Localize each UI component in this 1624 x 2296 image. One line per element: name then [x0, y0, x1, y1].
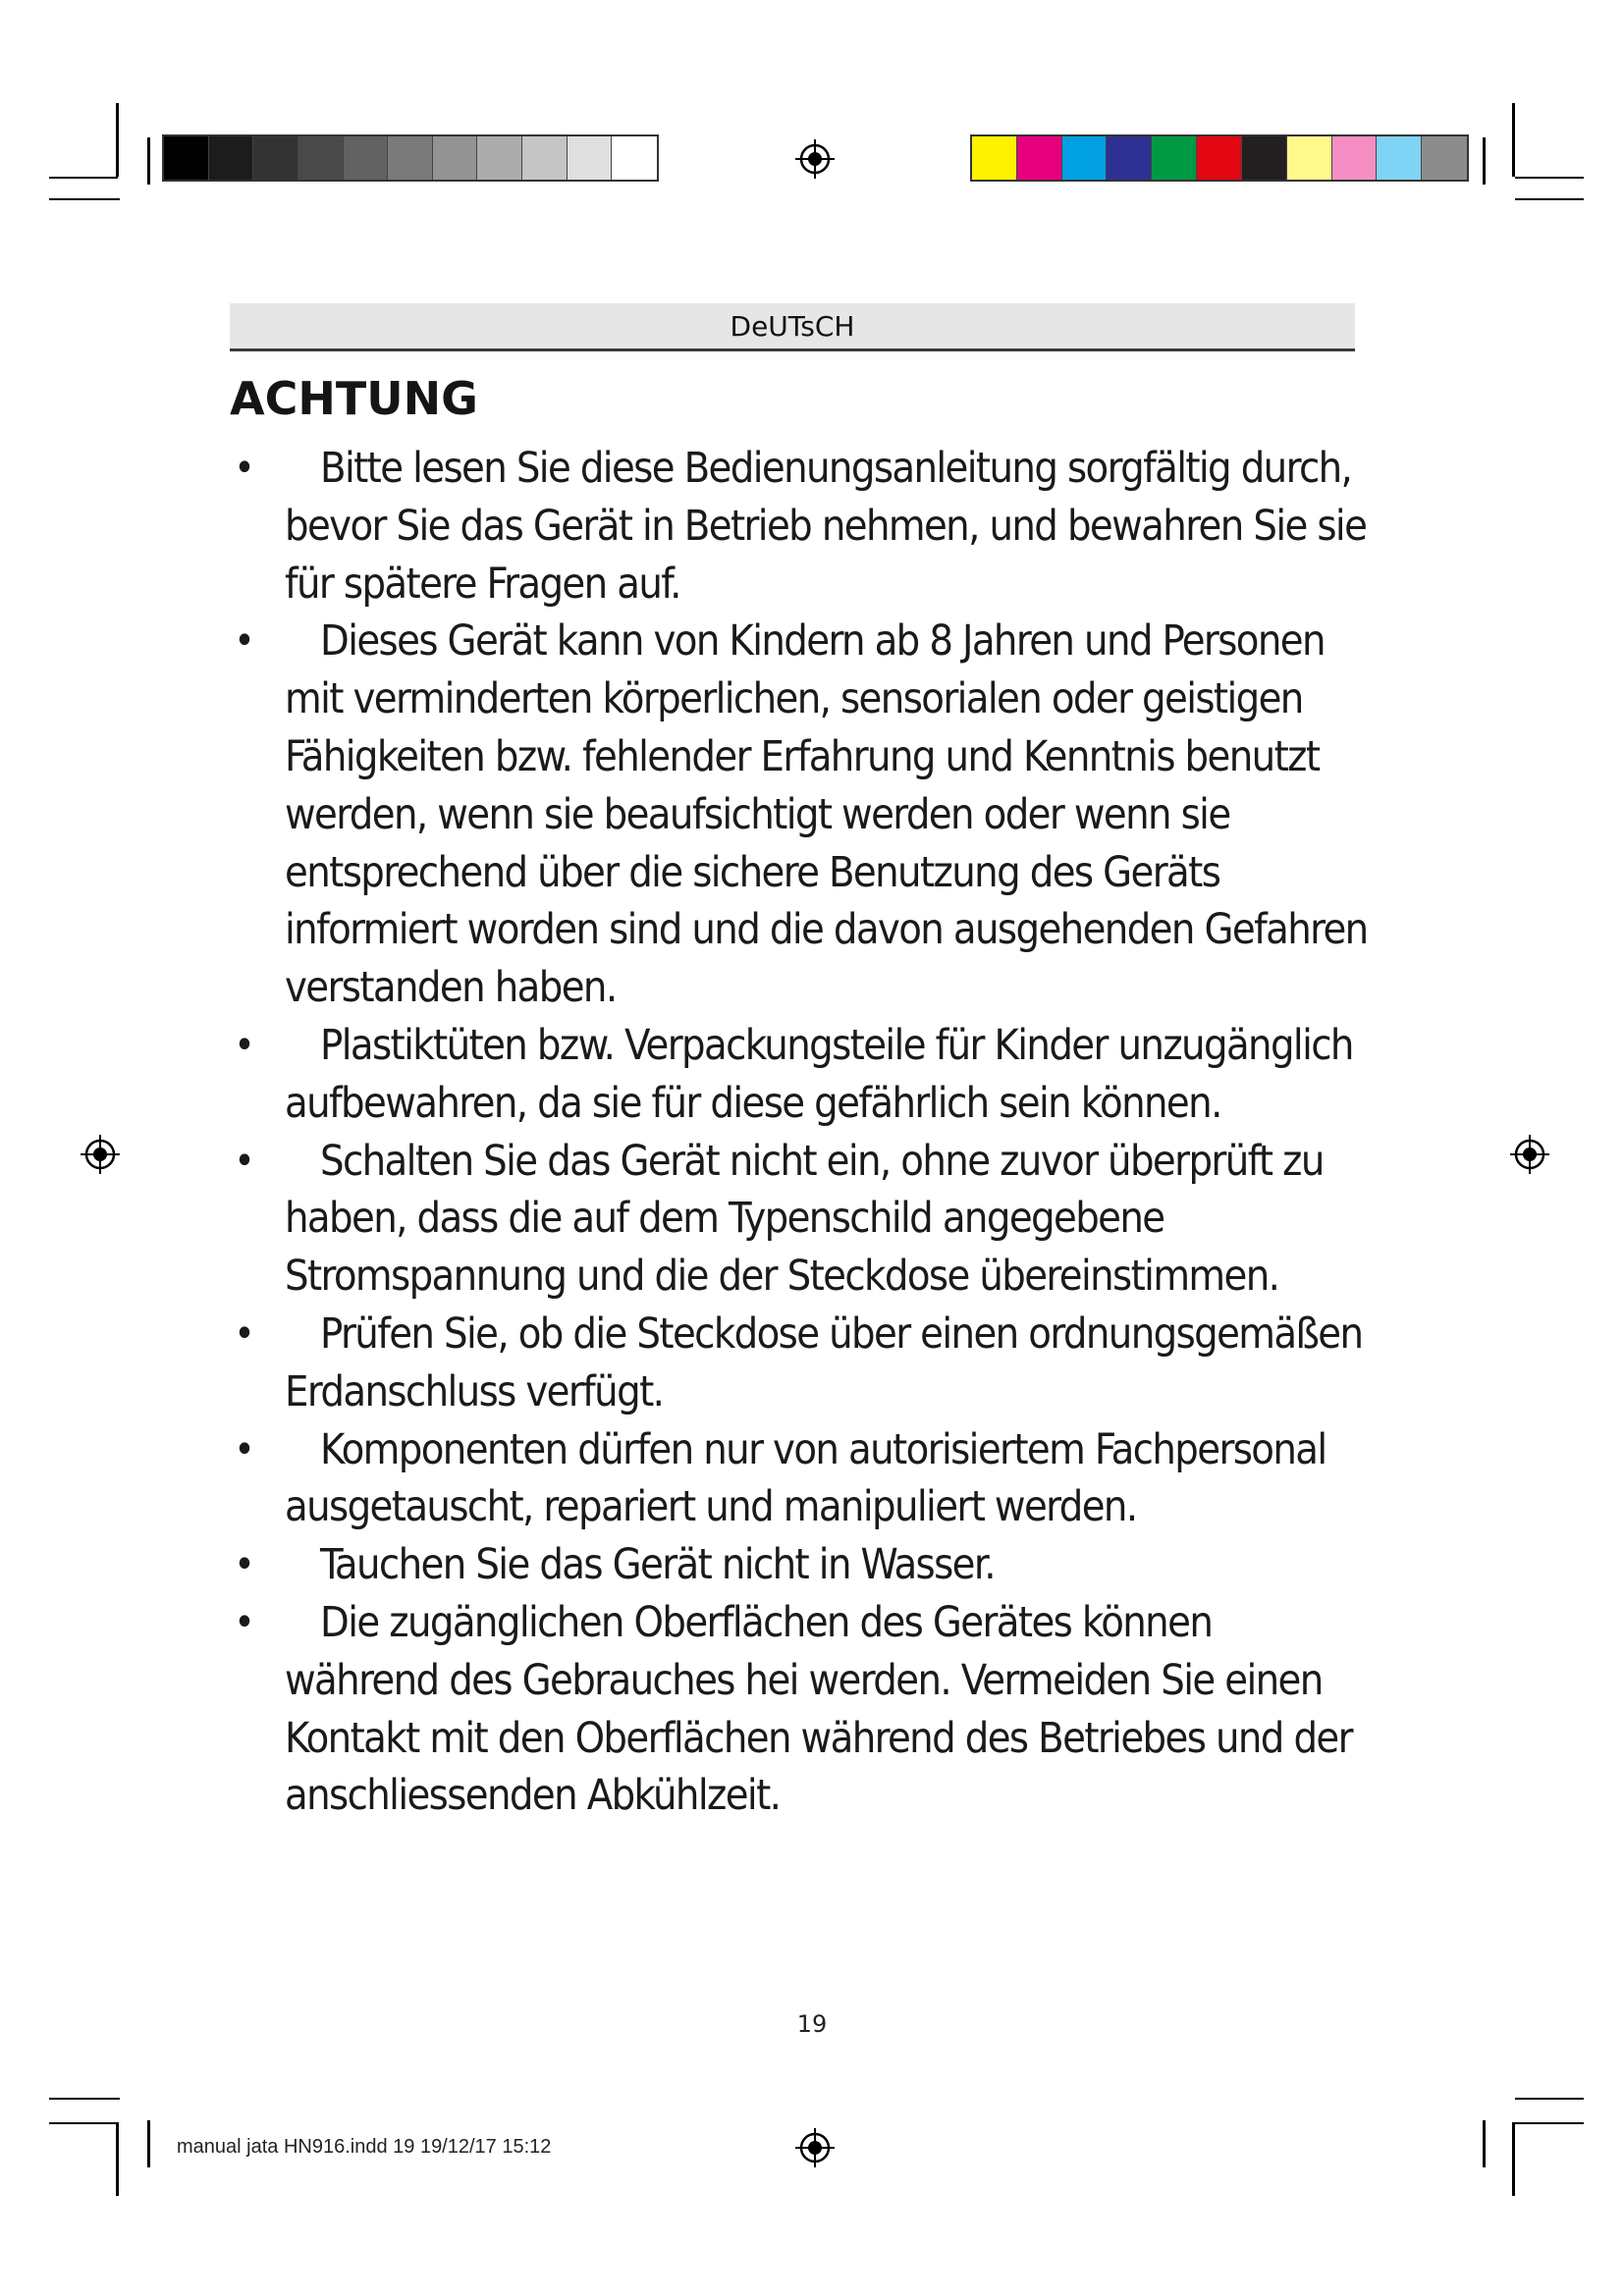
crop-mark [49, 198, 120, 200]
color-swatch [253, 136, 298, 180]
bullet-icon: • [234, 618, 255, 665]
registration-mark-icon [1510, 1135, 1549, 1174]
list-item [230, 1133, 1369, 1306]
crop-mark [1483, 2120, 1486, 2167]
list-item [230, 1594, 1369, 1825]
color-swatch [1242, 136, 1287, 180]
grayscale-color-bar [162, 134, 659, 182]
crop-mark [1515, 198, 1584, 200]
bullet-icon: • [234, 1426, 255, 1472]
crop-mark [116, 103, 119, 177]
color-swatch [209, 136, 254, 180]
color-swatch [344, 136, 389, 180]
list-item-text: Prüfen Sie, ob die Steckdose über einen ordnungsgemäßen Erdanschluss verfügt. [285, 1308, 1363, 1416]
list-item-text: Bitte lesen Sie diese Bedienungsanleitung sorgfältig durch, bevor Sie das Gerät in Betrieb nehmen, und bewahren Sie sie für spätere Fragen auf. [285, 444, 1367, 609]
list-item [230, 1017, 1369, 1133]
registration-mark-icon [795, 2128, 835, 2167]
bullet-icon: • [234, 1599, 255, 1645]
crop-mark [147, 137, 150, 185]
color-swatch [298, 136, 344, 180]
list-item [230, 1421, 1369, 1537]
list-item-text: Komponenten dürfen nur von autorisiertem Fachpersonal ausgetauscht, repariert und manipuliert werden. [285, 1424, 1326, 1532]
color-swatch [1017, 136, 1062, 180]
color-swatch [612, 136, 657, 180]
crop-mark [49, 177, 118, 179]
warning-list [230, 440, 1369, 1825]
color-swatch [1062, 136, 1108, 180]
list-item-text: Dieses Gerät kann von Kindern ab 8 Jahren und Personen mit verminderten körperlichen, sensorialen oder geistigen Fähigkeiten bzw. fehlender Erfahrung und Kenntnis benutzt werden, wenn sie beaufsichtigt werden oder wenn sie entsprechend über die sichere Benutzung des Geräts informiert worden sind und die davon ausgehenden Gefahren verstanden haben. [285, 616, 1368, 1013]
color-swatch [1107, 136, 1152, 180]
color-swatch [1422, 136, 1467, 180]
crop-mark [1515, 2098, 1584, 2100]
crop-mark [147, 2120, 150, 2167]
registration-mark-icon [795, 139, 835, 179]
color-swatch [972, 136, 1017, 180]
color-swatch [522, 136, 568, 180]
list-item-text: Plastiktüten bzw. Verpackungsteile für Kinder unzugänglich aufbewahren, da sie für diese gefährlich sein können. [285, 1020, 1353, 1128]
crop-mark [49, 2098, 120, 2100]
color-swatch [164, 136, 209, 180]
crop-mark [1512, 2122, 1515, 2196]
list-item [230, 613, 1369, 1017]
color-swatch [1287, 136, 1332, 180]
crop-mark [1483, 137, 1486, 185]
crop-mark [1515, 2122, 1584, 2124]
crop-mark [1512, 103, 1515, 177]
list-item [230, 1536, 1369, 1594]
list-item-text: Schalten Sie das Gerät nicht ein, ohne zuvor überprüft zu haben, dass die auf dem Typenschild angegebene Stromspannung und die der Steckdose übereinstimmen. [285, 1136, 1324, 1302]
crop-mark [116, 2122, 119, 2196]
color-swatch [1152, 136, 1197, 180]
section-title: ACHTUNG [230, 372, 478, 425]
crop-mark [49, 2122, 118, 2124]
list-item [230, 440, 1369, 613]
color-swatch [388, 136, 433, 180]
process-color-bar [970, 134, 1469, 182]
bullet-icon: • [234, 1138, 255, 1184]
crop-mark [1515, 177, 1584, 179]
color-swatch [433, 136, 478, 180]
file-slug: manual jata HN916.indd 19 19/12/17 15:12 [177, 2136, 552, 2158]
language-header: DeUTsCH [230, 303, 1355, 351]
bullet-icon: • [234, 1310, 255, 1357]
registration-mark-icon [81, 1135, 120, 1174]
list-item-text: Die zugänglichen Oberflächen des Gerätes können während des Gebrauches hei werden. Vermeiden Sie einen Kontakt mit den Oberflächen während des Betriebes und der anschliessenden Abkühlzeit. [285, 1597, 1352, 1821]
list-item-text: Tauchen Sie das Gerät nicht in Wasser. [320, 1540, 995, 1590]
color-swatch [1377, 136, 1422, 180]
bullet-icon: • [234, 1542, 255, 1588]
bullet-icon: • [234, 446, 255, 491]
color-swatch [1332, 136, 1378, 180]
color-swatch [477, 136, 522, 180]
list-item [230, 1306, 1369, 1421]
color-swatch [568, 136, 613, 180]
color-swatch [1197, 136, 1242, 180]
bullet-icon: • [234, 1022, 255, 1068]
page-number: 19 [796, 2010, 828, 2038]
